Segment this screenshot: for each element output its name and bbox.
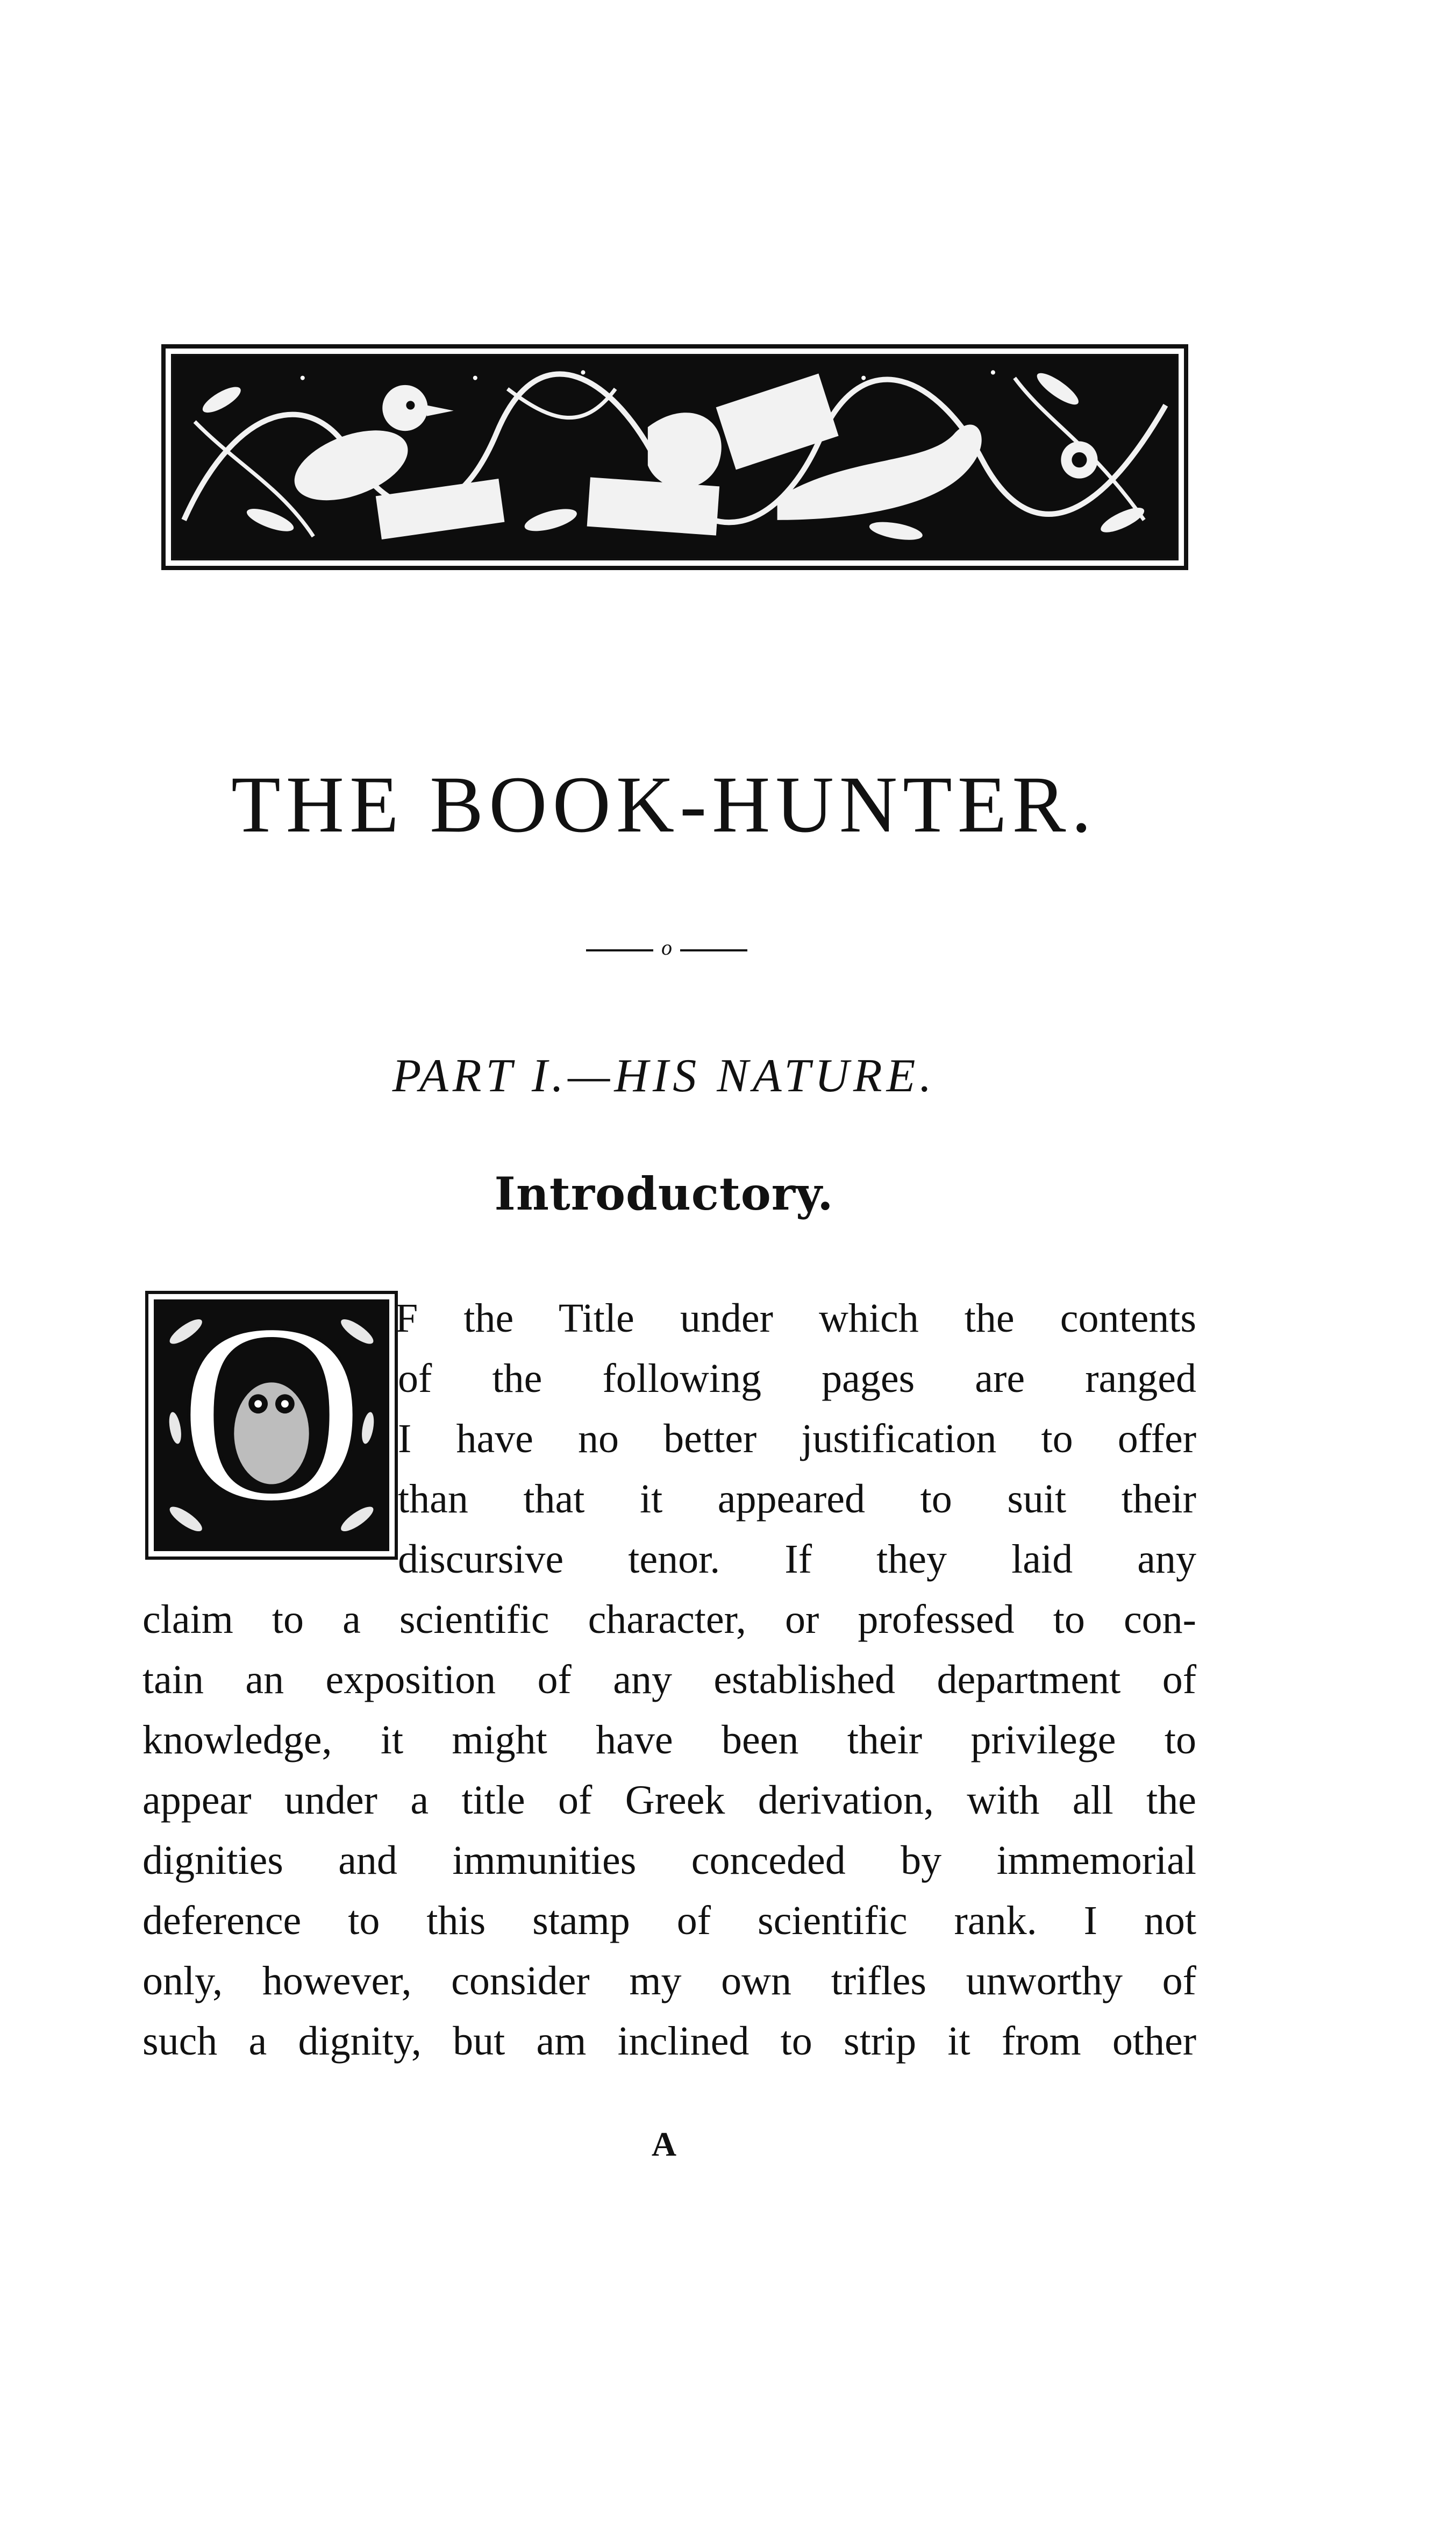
text-line-6: claim to a scientific character, or professed to con- <box>142 1597 1196 1642</box>
headpiece-engraving <box>171 354 1179 560</box>
text-line-11: deference to this stamp of scientific rank. I not <box>142 1898 1196 1943</box>
headpiece-illustration <box>173 356 1176 558</box>
text-line-12: only, however, consider my own trifles unworthy of <box>142 1958 1196 2003</box>
headpiece-ornament <box>161 344 1188 570</box>
section-heading: Introductory. <box>494 1167 834 1220</box>
text-line-1: F the Title under which the contents <box>395 1296 1196 1341</box>
signature-mark: A <box>651 2125 677 2163</box>
part-heading: PART I.—HIS NATURE. <box>392 1050 936 1102</box>
text-line-9: appear under a title of Greek derivation, with all the <box>142 1778 1196 1823</box>
drop-cap-engraving <box>154 1299 389 1551</box>
text-line-2: of the following pages are ranged <box>398 1356 1196 1401</box>
text-line-10: dignities and immunities conceded by immemorial <box>142 1838 1196 1883</box>
book-title: THE BOOK-HUNTER. <box>231 760 1097 849</box>
drop-cap-letter: O <box>178 1299 365 1551</box>
text-line-5: discursive tenor. If they laid any <box>398 1537 1196 1582</box>
title-rule <box>586 939 747 960</box>
text-line-8: knowledge, it might have been their privilege to <box>142 1717 1196 1762</box>
text-line-7: tain an exposition of any established department of <box>142 1657 1196 1702</box>
drop-cap <box>145 1291 398 1560</box>
text-line-13: such a dignity, but am inclined to strip it from other <box>142 2019 1196 2064</box>
rule-mark: o <box>661 939 672 960</box>
text-line-4: than that it appeared to suit their <box>398 1476 1196 1522</box>
text-line-3: I have no better justification to offer <box>398 1416 1196 1461</box>
